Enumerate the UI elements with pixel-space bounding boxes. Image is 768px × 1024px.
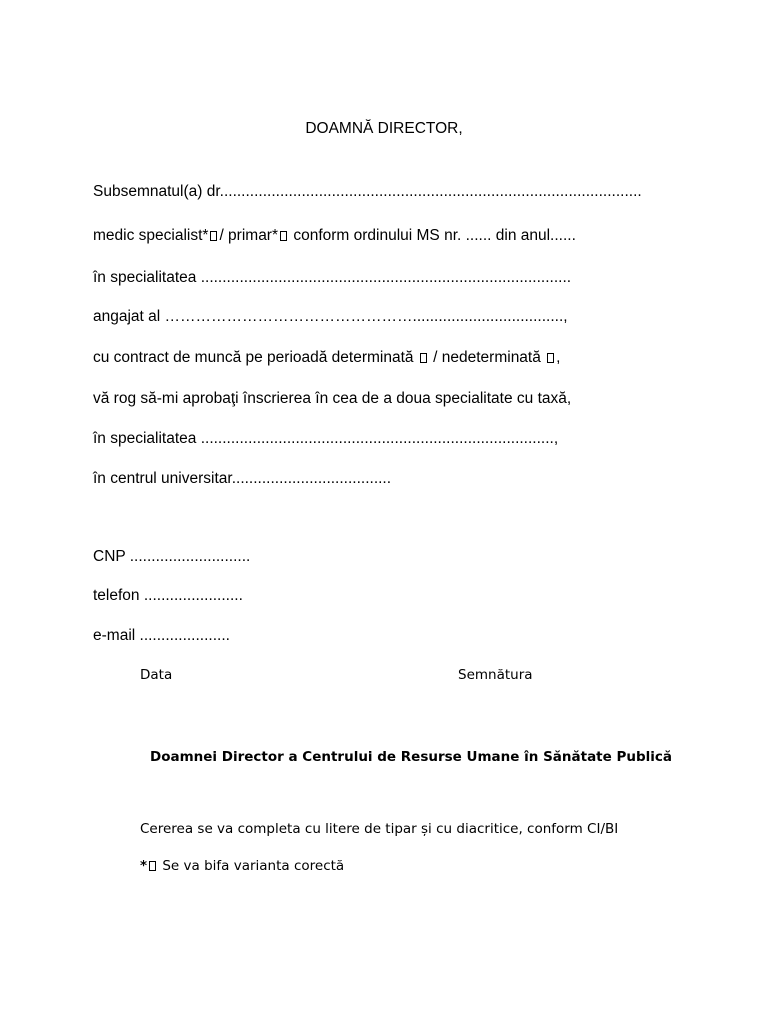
primar-checkbox[interactable] — [280, 231, 287, 241]
form-line-second-specialty: în specialitatea .................................................................................., — [93, 430, 559, 447]
form-line-employer: angajat al …………………………………………..................................., — [93, 308, 568, 325]
checkbox-note — [140, 856, 344, 876]
form-line-university-center: în centrul universitar..................................... — [93, 470, 392, 487]
contract-undetermined-label: / nedeterminată — [428, 349, 546, 366]
form-line-contract — [93, 348, 560, 368]
date-label: Data — [140, 667, 173, 683]
form-line-name: Subsemnatul(a) dr.................................................................................................. — [93, 183, 642, 200]
note-text: Se va bifa varianta corectă — [158, 858, 345, 874]
rank-primar-label: / primar* — [219, 227, 279, 244]
form-line-rank — [93, 226, 576, 246]
ms-order-text: conform ordinului MS nr. ...... din anul...... — [289, 227, 576, 244]
undetermined-checkbox[interactable] — [547, 353, 554, 363]
cnp-line: CNP ............................ — [93, 548, 251, 565]
form-line-request: vă rog să-mi aprobaţi înscrierea în cea de a doua specialitate cu taxă, — [93, 390, 572, 407]
contract-line-end: , — [556, 349, 561, 366]
telefon-line: telefon ....................... — [93, 587, 243, 604]
determined-checkbox[interactable] — [420, 353, 427, 363]
note-asterisk: * — [140, 858, 148, 874]
rank-specialist-label: medic specialist* — [93, 227, 209, 244]
instruction-note: Cererea se va completa cu litere de tipar și cu diacritice, conform CI/BI — [140, 821, 619, 837]
form-line-specialty: în specialitatea ...................................................................................... — [93, 269, 572, 286]
signature-label: Semnătura — [458, 667, 533, 683]
contract-determined-label: cu contract de muncă pe perioadă determinată — [93, 349, 418, 366]
email-line: e-mail ..................... — [93, 627, 230, 644]
specialist-checkbox[interactable] — [210, 231, 217, 241]
form-heading: DOAMNĂ DIRECTOR, — [305, 120, 463, 137]
addressee-line: Doamnei Director a Centrului de Resurse Umane în Sănătate Publică — [150, 749, 673, 765]
note-checkbox-icon — [149, 861, 156, 871]
